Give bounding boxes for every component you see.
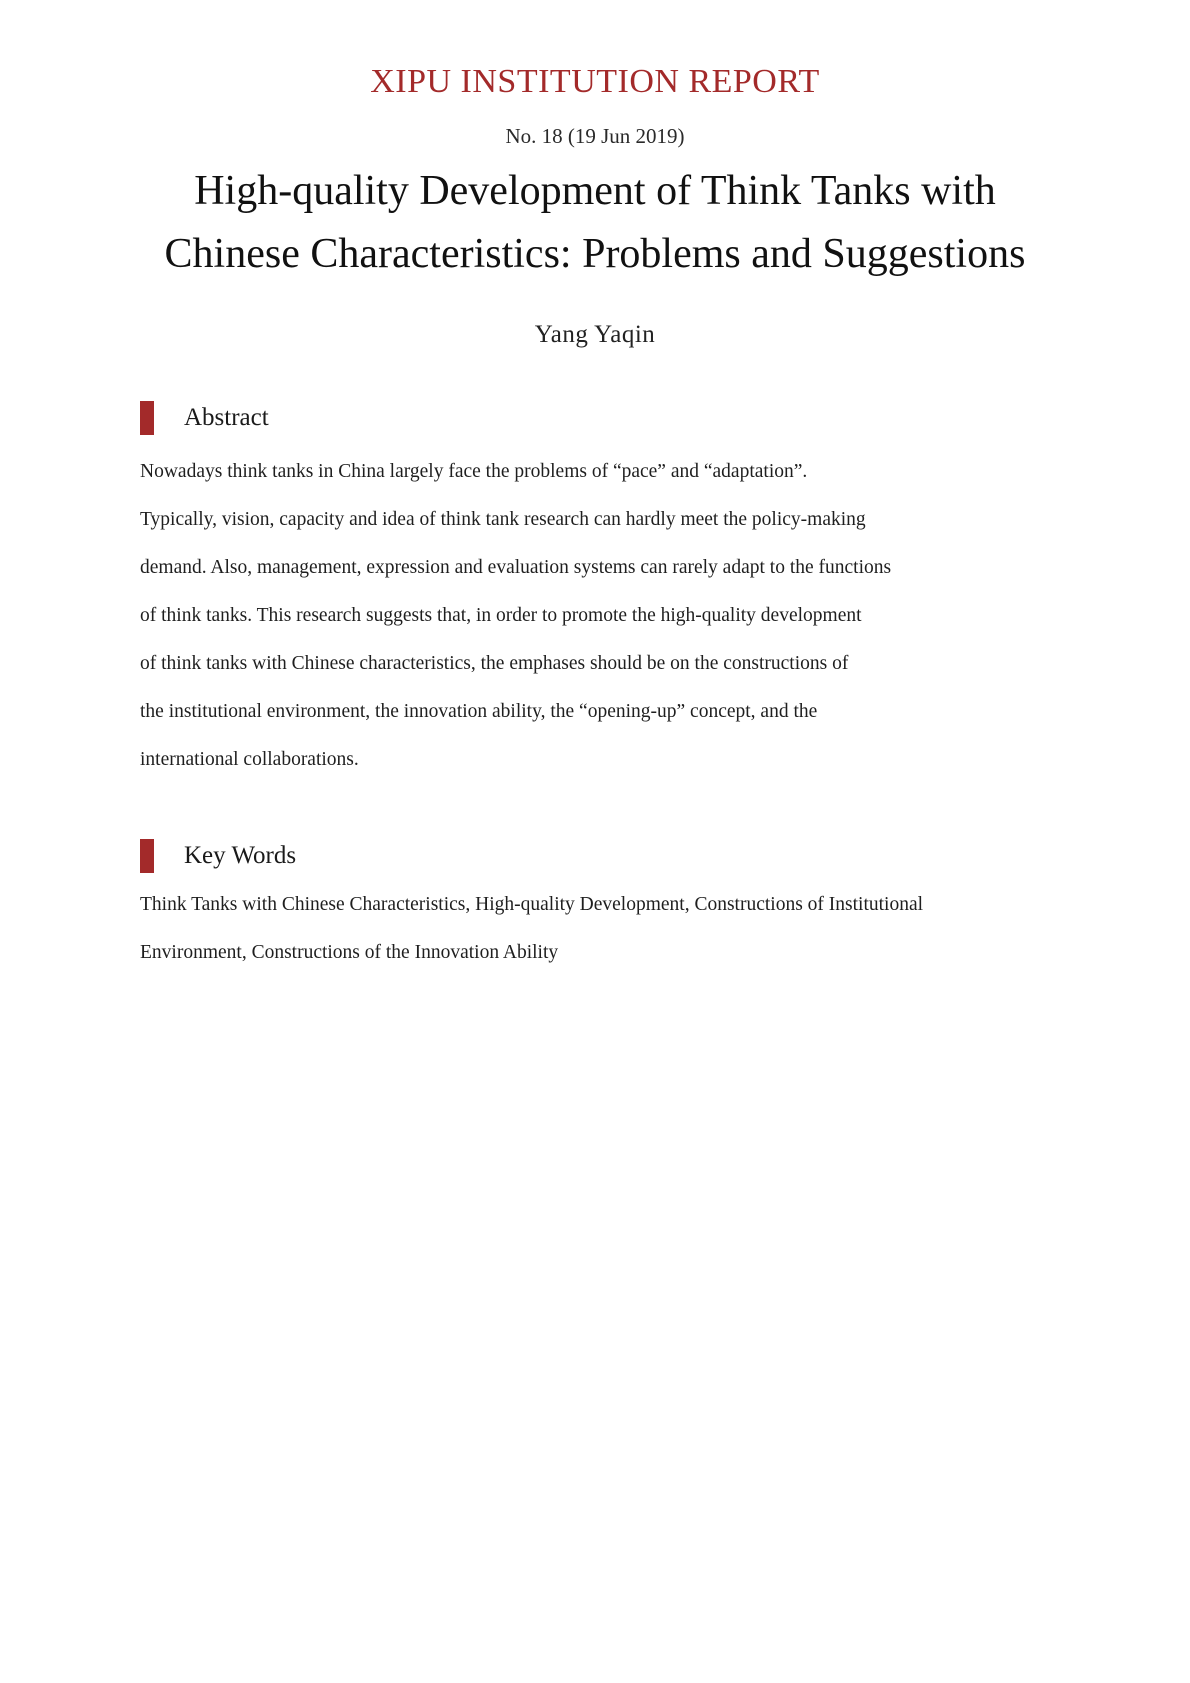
keywords-heading-label: Key Words <box>184 842 297 869</box>
abstract-line: international collaborations. <box>140 749 359 770</box>
section-marker <box>140 401 154 435</box>
abstract-body <box>140 448 1040 784</box>
report-number-date: No. 18 (19 Jun 2019) <box>505 124 685 148</box>
keywords-body <box>140 881 1060 977</box>
keywords-line: Environment, Constructions of the Innovation Ability <box>140 942 559 963</box>
title-line: High-quality Development of Think Tanks with <box>194 168 996 214</box>
abstract-heading-label: Abstract <box>184 404 269 431</box>
keywords-heading <box>140 839 296 873</box>
abstract-line: Nowadays think tanks in China largely face the problems of “pace” and “adaptation”. <box>140 461 808 482</box>
abstract-heading <box>140 401 269 435</box>
page-title <box>120 160 1070 286</box>
abstract-line: demand. Also, management, expression and evaluation systems can rarely adapt to the functions <box>140 557 892 578</box>
author-name: Yang Yaqin <box>534 321 656 348</box>
abstract-line: Typically, vision, capacity and idea of think tank research can hardly meet the policy-making <box>140 509 866 530</box>
abstract-line: the institutional environment, the innovation ability, the “opening-up” concept, and the <box>140 701 818 722</box>
abstract-line: of think tanks. This research suggests that, in order to promote the high-quality development <box>140 605 862 626</box>
abstract-line: of think tanks with Chinese characteristics, the emphases should be on the constructions of <box>140 653 849 674</box>
section-marker <box>140 839 154 873</box>
keywords-line: Think Tanks with Chinese Characteristics, High-quality Development, Constructions of Institutional <box>140 894 924 915</box>
title-line: Chinese Characteristics: Problems and Suggestions <box>164 231 1026 277</box>
report-series-title: XIPU INSTITUTION REPORT <box>370 63 820 100</box>
